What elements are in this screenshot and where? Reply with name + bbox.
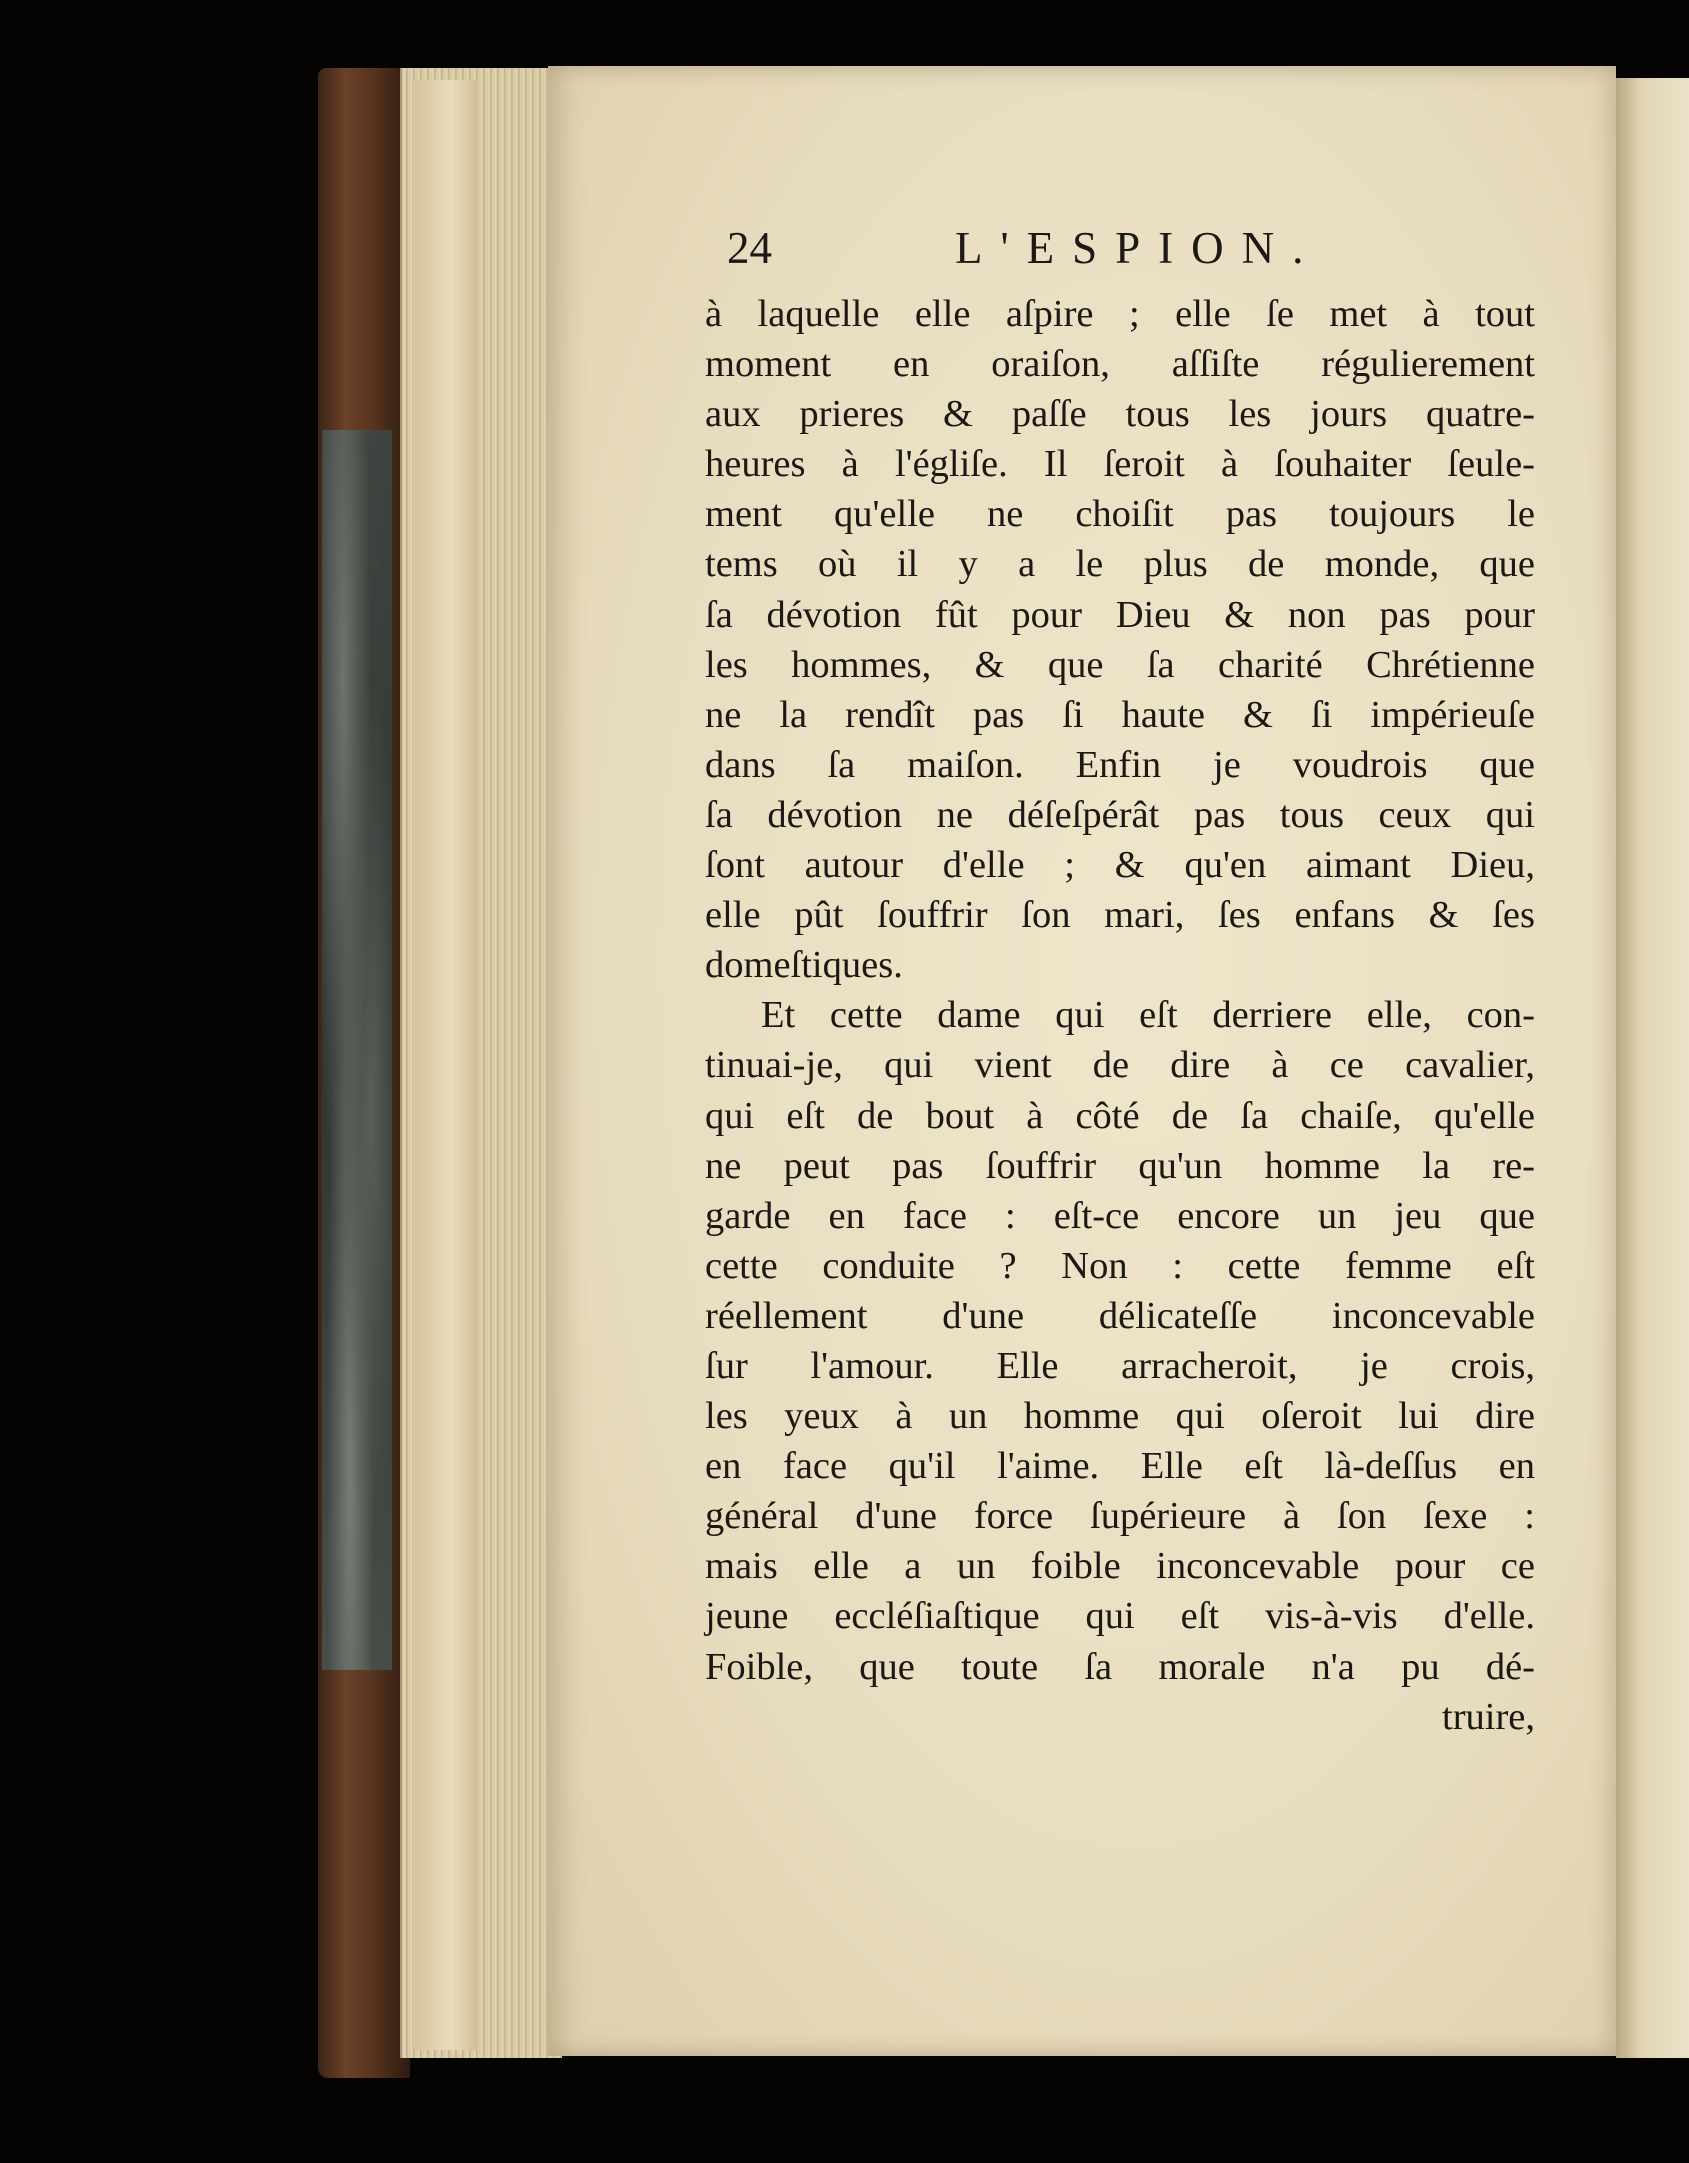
text-line: aux prieres & paſſe tous les jours quatre- [705,393,1535,436]
text-line: à laquelle elle aſpire ; elle ſe met à tout [705,293,1535,335]
text-line: général d'une force ſupérieure à ſon ſexe : [705,1495,1535,1538]
text-line: elle pût ſouffrir ſon mari, ſes enfans & ſes [705,894,1535,937]
text-line: réellement d'une délicateſſe inconcevable [705,1294,1535,1337]
running-head [727,222,1347,282]
paragraph-end-line: domeſtiques. [705,944,903,987]
text-line: ſur l'amour. Elle arracheroit, je crois, [705,1344,1535,1387]
text-line: tinuai-je, qui vient de dire à ce cavalier, [705,1044,1535,1087]
text-line: les yeux à un homme qui oſeroit lui dire [705,1395,1535,1438]
catchword: truire, [1442,1695,1535,1738]
text-line: ſont autour d'elle ; & qu'en aimant Dieu, [705,844,1535,887]
text-line: ment qu'elle ne choiſit pas toujours le [705,493,1535,536]
text-line: moment en oraiſon, aſſiſte régulierement [705,343,1535,386]
running-title: L'ESPION. [955,223,1322,273]
text-line: tems où il y a le plus de monde, que [705,543,1535,586]
facing-page-edge [1616,78,1689,2058]
paragraph-start-line: Et cette dame qui eſt derriere elle, con- [761,994,1535,1037]
text-line: dans ſa maiſon. Enfin je voudrois que [705,743,1535,786]
text-line: ne peut pas ſouffrir qu'un homme la re- [705,1144,1535,1187]
body-text [705,289,1535,1738]
text-line: en face qu'il l'aime. Elle eſt là-deſſus en [705,1445,1535,1488]
text-line: qui eſt de bout à côté de ſa chaiſe, qu'elle [705,1094,1535,1137]
text-line: garde en face : eſt-ce encore un jeu que [705,1194,1535,1237]
text-line: mais elle a un foible inconcevable pour ce [705,1545,1535,1588]
text-line: les hommes, & que ſa charité Chrétienne [705,643,1535,686]
page-edge-block [412,80,478,2050]
text-line: cette conduite ? Non : cette femme eſt [705,1244,1535,1287]
text-line: ſa dévotion ne déſeſpérât pas tous ceux qui [705,793,1535,836]
text-line: ſa dévotion fût pour Dieu & non pas pour [705,593,1535,636]
text-line: ne la rendît pas ſi haute & ſi impérieuſe [705,693,1535,736]
text-line: jeune eccléſiaſtique qui eſt vis-à-vis d'elle. [705,1595,1535,1638]
marbled-cover [322,430,392,1670]
text-line: Foible, que toute ſa morale n'a pu dé- [705,1645,1535,1688]
page-number: 24 [727,223,772,273]
text-line: heures à l'égliſe. Il ſeroit à ſouhaiter ſeule- [705,443,1535,486]
